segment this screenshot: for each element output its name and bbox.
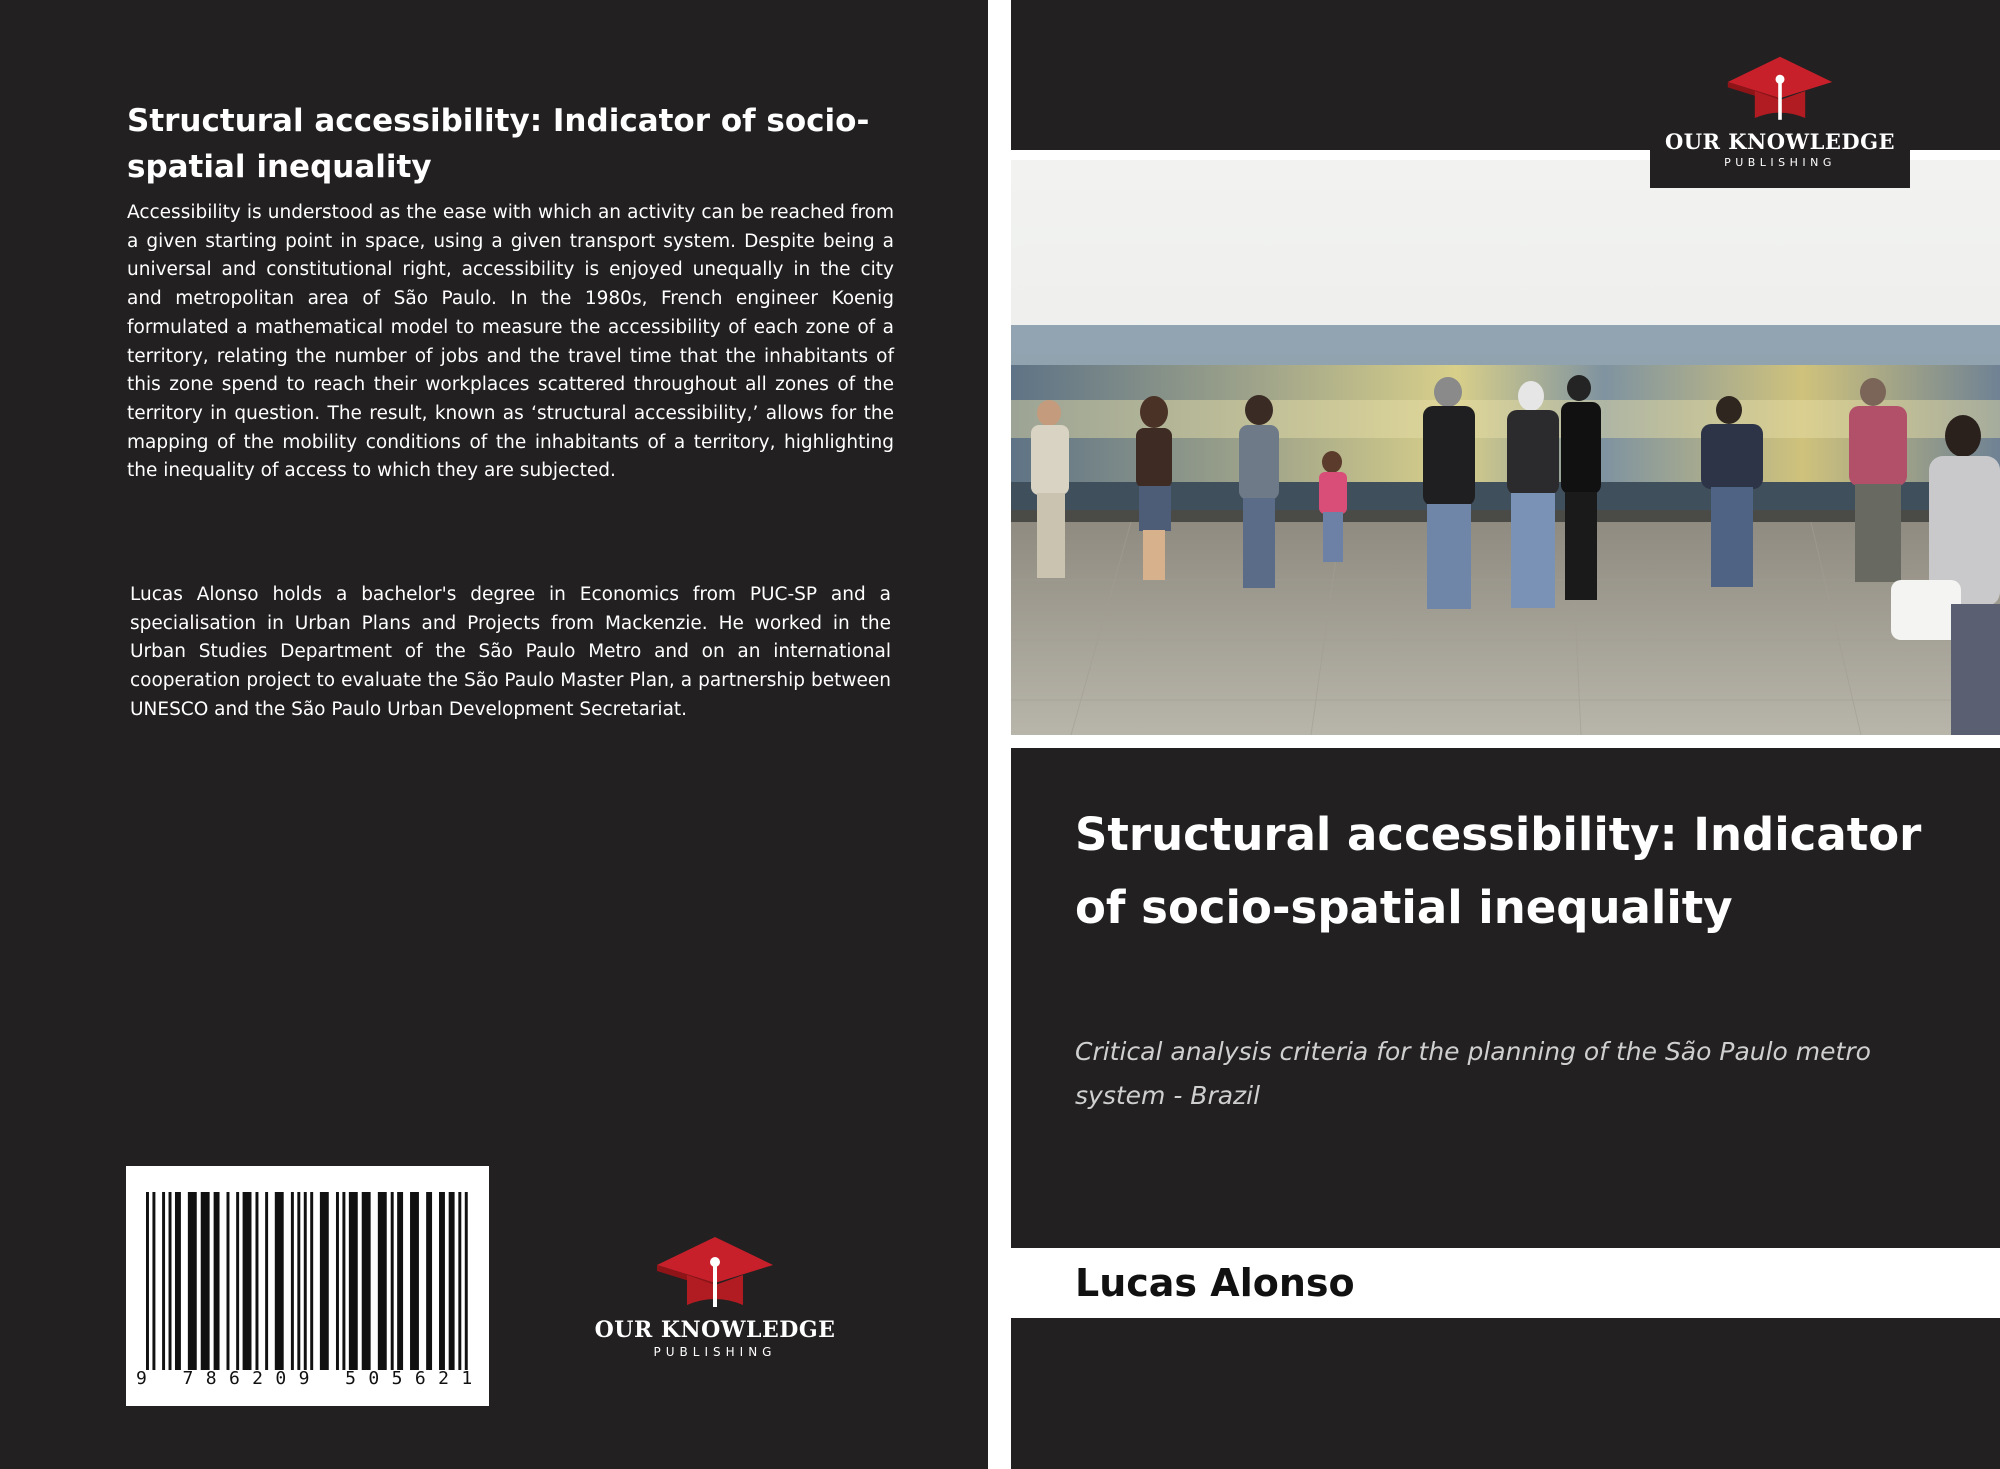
barcode-bars-icon xyxy=(146,1192,468,1370)
back-cover-title: Structural accessibility: Indicator of socio-spatial inequality xyxy=(127,103,870,185)
graduation-cap-icon xyxy=(1725,55,1835,127)
publisher-brand: OUR KNOWLEDGE xyxy=(594,1317,836,1343)
publisher-sub: PUBLISHING xyxy=(653,1345,777,1359)
front-cover-author: Lucas Alonso xyxy=(1075,1261,1355,1305)
back-publisher-logo xyxy=(590,1235,840,1359)
back-cover xyxy=(0,0,988,1469)
metro-platform-photo-icon xyxy=(1011,160,2000,735)
front-cover-bottom-band xyxy=(1011,1318,2000,1469)
front-cover-subtitle: Critical analysis criteria for the planning of the São Paulo metro system - Brazil xyxy=(1075,1037,1871,1110)
author-bio: Lucas Alonso holds a bachelor's degree in Economics from PUC-SP and a specialisation in Urban Plans and Projects from Mackenzie. He worked in the Urban Studies Department of the São Paulo Metro and on an international cooperation project to evaluate the São Paulo Master Plan, a partnership between UNESCO and the São Paulo Urban Development Secretariat. xyxy=(130,584,891,720)
front-cover-title: Structural accessibility: Indicator of socio-spatial inequality xyxy=(1075,808,1922,934)
publisher-sub: PUBLISHING xyxy=(1724,156,1836,169)
back-cover-blurb: Accessibility is understood as the ease with which an activity can be reached from a given starting point in space, using a given transport system. Despite being a universal and constitutional right, accessibility is enjoyed unequally in the city and metropolitan area of São Paulo. In the 1980s, French engineer Koenig formulated a mathematical model to measure the accessibility of each zone of a territory, relating the number of jobs and the travel time that the inhabitants of this zone spend to reach their workplaces scattered throughout all zones of the territory in question. The result, known as ‘structural accessibility,’ allows for the mapping of the mobility conditions of the inhabitants of a territory, highlighting the inequality of access to which they are subjected. xyxy=(127,202,894,482)
metro-platform-photo xyxy=(1011,160,2000,735)
isbn-barcode xyxy=(126,1166,489,1406)
spine-gap xyxy=(988,0,1011,1469)
graduation-cap-icon xyxy=(655,1235,775,1315)
publisher-brand: OUR KNOWLEDGE xyxy=(1664,129,1896,154)
isbn-digits: 9 786209 505621 xyxy=(136,1368,485,1389)
front-publisher-logo xyxy=(1650,55,1910,169)
